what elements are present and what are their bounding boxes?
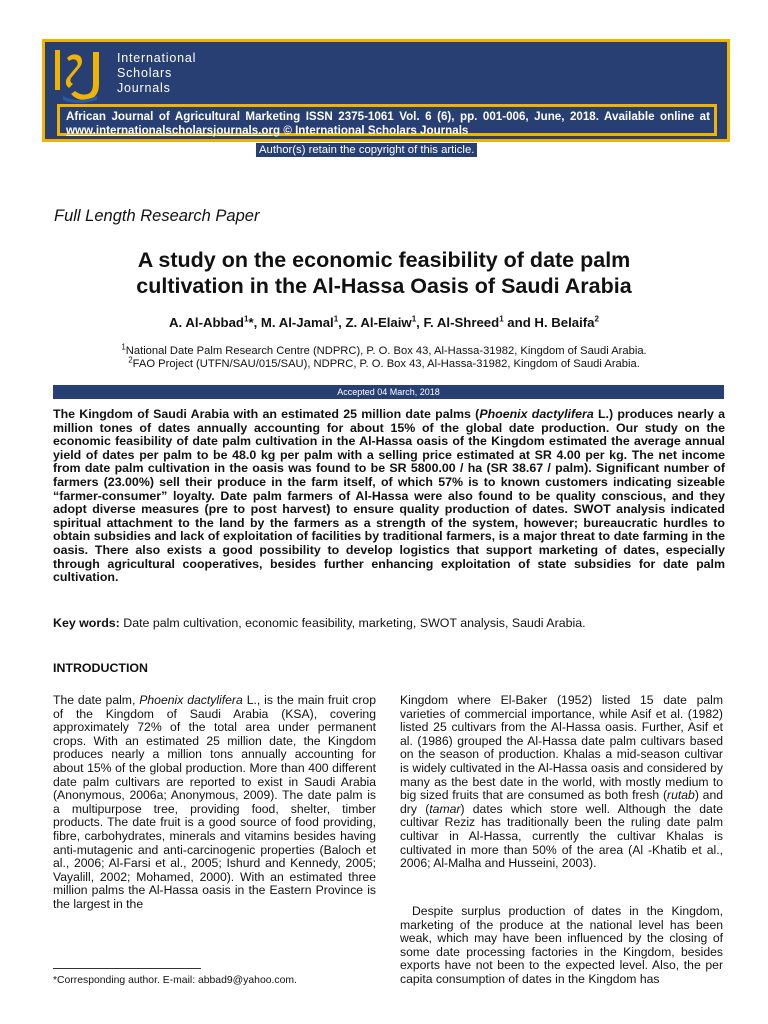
body-text: ) and dry ( [400, 788, 723, 816]
abstract-text: The Kingdom of Saudi Arabia with an estimated 25 million date palms ( [53, 407, 480, 421]
affiliation-text: FAO Project (UTFN/SAU/015/SAU), NDPRC, P. O. Box 43, Al-Hassa-31982, Kingdom of Saudi Arabia. [132, 358, 640, 370]
body-text: L., is the main fruit crop of the Kingdom of Saudi Arabia (KSA), covering approximately 72% of the total area under permanent crops. With an estimated 25 million date, the Kingdom produces nearly a million tons annually accounting for about 15% of the global production. More than 400 different date palm cultivars are reported to exist in Saudi Arabia (Anonymous, 2006a; Anonymous, 2009). The date palm is a multipurpose tree, providing food, shelter, timber products. The date fruit is a good source of food providing, fibre, carbohydrates, minerals and vitamins besides having anti-mutagenic and anti-carcinogenic properties (Baloch et al., 2006; Al-Farsi et al., 2005; Ishurd and Kennedy, 2005; Vayalill, 2002; Mohamed, 2000). With an estimated three million palms the Al-Hassa oasis in the Eastern Province is the largest in the [53, 693, 376, 911]
author-separator: and [503, 315, 535, 330]
brand-line: Scholars [117, 66, 173, 80]
affiliation-2 [40, 355, 728, 371]
term-tamar: tamar [429, 801, 461, 816]
term-rutab: rutab [667, 788, 695, 803]
accepted-date-bar: Accepted 04 March, 2018 [53, 385, 724, 399]
intro-left-column [53, 694, 376, 912]
author-affiliation-mark: 1 [243, 314, 249, 324]
paper-type-label: Full Length Research Paper [54, 207, 260, 225]
intro-right-column-paragraph-1 [400, 694, 723, 871]
citation-copyright: © International Scholars Journals [280, 123, 469, 137]
species-name: Phoenix dactylifera [139, 693, 243, 707]
keywords [53, 616, 725, 630]
isj-logo-icon [53, 44, 103, 104]
body-text: The date palm, [53, 693, 140, 707]
affiliation-text: National Date Palm Research Centre (NDPRC), P. O. Box 43, Al-Hassa-31982, Kingdom of Saudi Arabia. [125, 345, 647, 357]
keywords-text: Date palm cultivation, economic feasibility, marketing, SWOT analysis, Saudi Arabia. [119, 616, 586, 630]
body-text: Kingdom where El-Baker (1952) listed 15 date palm varieties of commercial importance, while Asif et al. (1982) listed 25 cultivars from the Al-Hassa oasis. Further, Asif et al. (1986) grouped the Al-Hassa date palm cultivars based on the season of production. Khalas a mid-season cultivar is widely cultivated in the Al-Hassa oasis and considered by many as the best date in the world, with mostly medium to big sized fruits that are consumed as both fresh ( [400, 693, 723, 803]
author-name: M. Al-Jamal [260, 315, 334, 330]
brand-line: International [117, 51, 197, 65]
body-text: ) dates which store well. Although the date cultivar Reziz has traditionally been the ruling date palm cultivar in Al-Hassa, currently the cultivar Khalas is cultivated in more than 50% of the area (Al -Khatib et al., 2006; Al-Malha and Husseini, 2003). [400, 801, 723, 871]
citation-text: African Journal of Agricultural Marketing ISSN 2375-1061 Vol. 6 (6), pp. 001-006, June, 2018. Available online at [66, 110, 710, 123]
title-line: A study on the economic feasibility of date palm [137, 248, 631, 272]
affiliation-mark: 1 [121, 342, 126, 352]
author-name: F. Al-Shreed [423, 315, 500, 330]
species-name: Phoenix dactylifera [479, 407, 594, 421]
copyright-notice: Author(s) retain the copyright of this article. [256, 143, 477, 157]
author-list [40, 315, 728, 330]
affiliation-mark: 2 [128, 355, 133, 365]
keywords-label: Key words: [53, 616, 120, 630]
intro-right-column-paragraph-2: Despite surplus production of dates in the Kingdom, marketing of the produce at the national level has been weak, which may have been influenced by the closing of some date processing factories in the Kingdom, besides exports have not been to the expected level. Also, the per capita consumption of dates in the Kingdom has [400, 904, 723, 986]
author-affiliation-mark: 2 [594, 314, 599, 324]
author-separator: *, [248, 315, 261, 330]
abstract-text: L.) produces nearly a million tones of dates annually accounting for about 15% of the global date production. Our study on the economic feasibility of date palm cultivation in the Al-Hassa oasis of the Kingdom estimated the average annual yield of dates per palm to be 48.0 kg per palm with a selling price estimated at SR 4.00 per kg. The net income from date palm cultivation in the oasis was found to be SR 5800.00 / ha (SR 38.67 / palm). Significant number of farmers (23.00%) sell their produce in the farm itself, of which 57% is to known customers indicating sizeable “farmer-consumer” loyalty. Date palm farmers of Al-Hassa were also found to be quality conscious, and they adopt diverse measures (pre to post harvest) to ensure quality production of dates. SWOT analysis indicated spiritual attachment to the land by the farmers as a strength of the system, however; bureaucratic hurdles to obtain subsidies and lack of exploitation of facilities by traditional farmers, is a major threat to date farming in the oasis. There also exists a good possibility to develop logistics that support marketing of dates, especially through agricultural cooperatives, besides further enhancing exploitation of state subsidies for date palm cultivation. [53, 407, 725, 585]
corresponding-author-footnote: *Corresponding author. E-mail: abbad9@yahoo.com. [53, 975, 297, 986]
title-line: cultivation in the Al-Hassa Oasis of Saudi Arabia [136, 274, 632, 298]
author-separator: , [338, 315, 346, 330]
author-name: A. Al-Abbad [169, 315, 244, 330]
author-affiliation-mark: 1 [333, 314, 339, 324]
section-heading-introduction: INTRODUCTION [53, 661, 148, 675]
journal-header-banner [42, 39, 730, 142]
author-affiliation-mark: 1 [411, 314, 417, 324]
abstract [53, 408, 725, 585]
journal-website-link[interactable]: www.internationalscholarsjournals.org [66, 123, 281, 137]
paper-title [60, 247, 708, 299]
author-name: H. Belaifa [534, 315, 595, 330]
brand-line: Journals [117, 81, 171, 95]
journal-brand-name [117, 51, 196, 96]
affiliation-1 [40, 342, 728, 358]
citation-box [57, 104, 717, 136]
author-separator: , [416, 315, 424, 330]
footnote-divider [53, 968, 201, 969]
author-affiliation-mark: 1 [499, 314, 504, 324]
author-name: Z. Al-Elaiw [345, 315, 412, 330]
